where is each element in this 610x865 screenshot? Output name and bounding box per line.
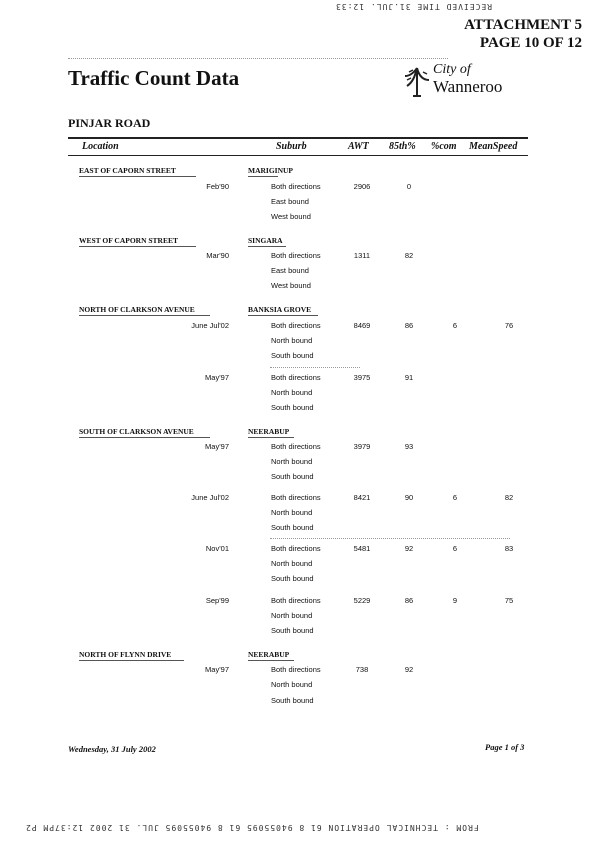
col-pct-com: %com: [431, 141, 457, 152]
direction-label: Both directions: [271, 251, 321, 260]
direction-label: North bound: [271, 559, 313, 568]
awt-value: 8469: [353, 321, 371, 330]
count-date: Mar'90: [206, 251, 229, 260]
col-awt: AWT: [348, 141, 369, 152]
col-location: Location: [82, 141, 119, 152]
fax-footer: FROM : TECHNICAL OPERATION 61 8 94055095 61 8 94055095 JUL. 31 2002 12:37PM P2: [25, 823, 479, 832]
direction-label: South bound: [271, 696, 314, 705]
wanneroo-logo-icon: [403, 64, 431, 98]
location-underline: [79, 437, 210, 438]
direction-label: Both directions: [271, 373, 321, 382]
mean-speed-value: 83: [504, 544, 514, 553]
count-date: June Jul'02: [191, 321, 229, 330]
location-label: WEST OF CAPORN STREET: [79, 236, 178, 245]
p85-value: 91: [404, 373, 414, 382]
logo-city-text: City of: [433, 62, 471, 77]
suburb-underline: [248, 246, 286, 247]
direction-label: North bound: [271, 336, 313, 345]
col-mean-speed: MeanSpeed: [469, 141, 518, 152]
col-suburb: Suburb: [276, 141, 307, 152]
suburb-underline: [248, 176, 278, 177]
p85-value: 86: [404, 321, 414, 330]
awt-value: 8421: [353, 493, 371, 502]
p85-value: 90: [404, 493, 414, 502]
fax-header: RECEIVED TIME 31.JUL. 12:33: [335, 2, 493, 11]
suburb-underline: [248, 660, 294, 661]
mean-speed-value: 82: [504, 493, 514, 502]
location-underline: [79, 176, 196, 177]
col-85th: 85th%: [389, 141, 416, 152]
document-title: Traffic Count Data: [68, 66, 240, 90]
suburb-label: SINGARA: [248, 236, 283, 245]
location-underline: [79, 660, 184, 661]
direction-label: Both directions: [271, 321, 321, 330]
scan-noise: [68, 58, 448, 60]
p85-value: 92: [404, 544, 414, 553]
suburb-label: MARIGINUP: [248, 166, 293, 175]
awt-value: 5229: [353, 596, 371, 605]
p85-value: 93: [404, 442, 414, 451]
com-value: 6: [452, 544, 458, 553]
p85-value: 92: [404, 665, 414, 674]
location-label: SOUTH OF CLARKSON AVENUE: [79, 427, 194, 436]
awt-value: 2906: [353, 182, 371, 191]
suburb-underline: [248, 315, 318, 316]
p85-value: 82: [404, 251, 414, 260]
location-label: EAST OF CAPORN STREET: [79, 166, 176, 175]
direction-label: South bound: [271, 472, 314, 481]
attachment-label: ATTACHMENT 5: [464, 17, 582, 33]
direction-label: South bound: [271, 351, 314, 360]
direction-label: South bound: [271, 574, 314, 583]
mean-speed-value: 76: [504, 321, 514, 330]
count-date: May'97: [205, 665, 229, 674]
direction-label: North bound: [271, 388, 313, 397]
direction-label: West bound: [271, 281, 311, 290]
com-value: 6: [452, 493, 458, 502]
count-date: Nov'01: [205, 544, 229, 553]
direction-label: South bound: [271, 626, 314, 635]
awt-value: 3979: [353, 442, 371, 451]
p85-value: 86: [404, 596, 414, 605]
awt-value: 738: [355, 665, 369, 674]
suburb-label: BANKSIA GROVE: [248, 305, 312, 314]
count-date: May'97: [205, 442, 229, 451]
header-bottom-rule: [68, 155, 528, 156]
direction-label: North bound: [271, 508, 313, 517]
direction-label: North bound: [271, 457, 313, 466]
direction-label: Both directions: [271, 665, 321, 674]
awt-value: 1311: [353, 251, 371, 260]
direction-label: Both directions: [271, 544, 321, 553]
count-date: Feb'90: [206, 182, 229, 191]
direction-label: South bound: [271, 403, 314, 412]
location-label: NORTH OF CLARKSON AVENUE: [79, 305, 195, 314]
mean-speed-value: 75: [504, 596, 514, 605]
footer-page: Page 1 of 3: [485, 742, 525, 752]
direction-label: West bound: [271, 212, 311, 221]
city-logo: [403, 62, 533, 98]
direction-label: North bound: [271, 611, 313, 620]
location-underline: [79, 315, 210, 316]
direction-label: South bound: [271, 523, 314, 532]
attachment-page: PAGE 10 OF 12: [479, 35, 582, 51]
suburb-label: NEERABUP: [248, 650, 290, 659]
row-divider: [270, 538, 510, 540]
direction-label: Both directions: [271, 182, 321, 191]
road-heading: PINJAR ROAD: [68, 116, 151, 130]
direction-label: Both directions: [271, 493, 321, 502]
header-top-rule: [68, 137, 528, 139]
suburb-label: NEERABUP: [248, 427, 290, 436]
direction-label: East bound: [271, 266, 309, 275]
count-date: Sep'99: [205, 596, 229, 605]
row-divider: [270, 367, 360, 369]
com-value: 9: [452, 596, 458, 605]
footer-date: Wednesday, 31 July 2002: [68, 744, 156, 754]
count-date: May'97: [205, 373, 229, 382]
logo-name-text: Wanneroo: [433, 77, 503, 96]
awt-value: 3975: [353, 373, 371, 382]
count-date: June Jul'02: [191, 493, 229, 502]
direction-label: Both directions: [271, 596, 321, 605]
location-label: NORTH OF FLYNN DRIVE: [79, 650, 172, 659]
location-underline: [79, 246, 196, 247]
direction-label: North bound: [271, 680, 313, 689]
p85-value: 0: [406, 182, 412, 191]
com-value: 6: [452, 321, 458, 330]
awt-value: 5481: [353, 544, 371, 553]
suburb-underline: [248, 437, 294, 438]
direction-label: East bound: [271, 197, 309, 206]
direction-label: Both directions: [271, 442, 321, 451]
